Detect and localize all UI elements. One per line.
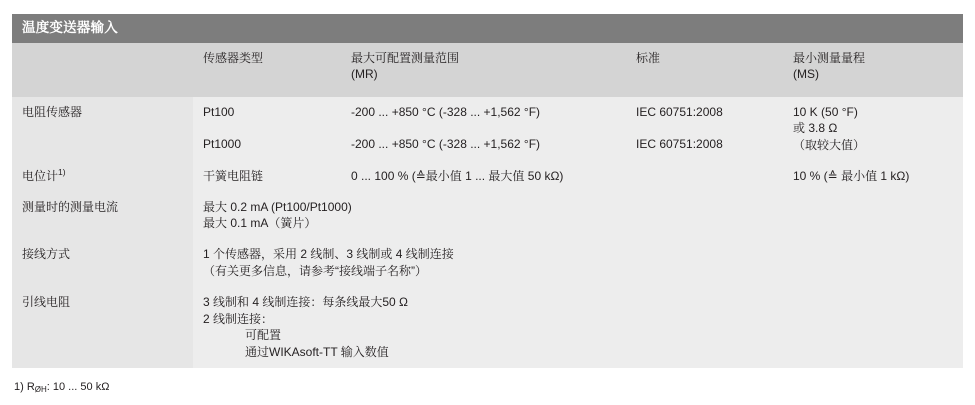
footnote bbox=[12, 381, 963, 393]
table-row bbox=[12, 192, 963, 240]
table-row bbox=[12, 161, 963, 192]
header-cell-sensor-type bbox=[193, 43, 341, 97]
table-row bbox=[12, 287, 963, 368]
min-span-line-1: 10 K (50 °F) bbox=[793, 104, 858, 119]
footnote-text: : 10 ... 50 kΩ bbox=[46, 381, 110, 394]
value-line-1: 1 个传感器，采用 2 线制、3 线制或 4 线制连接 bbox=[203, 247, 454, 262]
cell-measuring-current bbox=[193, 192, 963, 240]
table-row bbox=[12, 239, 963, 287]
cell-sensor-type: Pt100 bbox=[193, 97, 341, 129]
table-row bbox=[12, 97, 963, 129]
cell-standard: IEC 60751:2008 bbox=[626, 129, 783, 161]
min-span-line-2: 或 3.8 Ω bbox=[793, 121, 838, 136]
row-label-potentiometer bbox=[12, 161, 193, 192]
header-line-1: 最小测量量程 bbox=[793, 50, 866, 65]
header-line-2: (MS) bbox=[793, 66, 819, 81]
cell-sensor-type: 干簧电阻链 bbox=[193, 161, 341, 192]
cell-measuring-range: -200 ... +850 °C (-328 ... +1,562 °F) bbox=[341, 97, 626, 129]
header-cell-min-span bbox=[783, 43, 963, 97]
row-label-measuring-current: 测量时的测量电流 bbox=[12, 192, 193, 240]
header-line-1: 传感器类型 bbox=[203, 50, 264, 65]
cell-min-span bbox=[783, 97, 963, 161]
value-line-1: 最大 0.2 mA (Pt100/Pt1000) bbox=[203, 199, 352, 214]
footnote-subscript: ØH bbox=[34, 385, 47, 395]
value-line-1: 3 线制和 4 线制连接：每条线最大50 Ω bbox=[203, 294, 409, 309]
value-line-2: （有关更多信息，请参考“接线端子名称”） bbox=[203, 264, 427, 279]
header-line-1: 标准 bbox=[636, 50, 661, 65]
cell-standard: IEC 60751:2008 bbox=[626, 97, 783, 129]
row-label-blank bbox=[12, 129, 193, 161]
footnote-prefix: 1) R bbox=[14, 381, 35, 394]
min-span-line-3: （取较大值） bbox=[793, 138, 866, 153]
row-label-text: 电位计 bbox=[22, 168, 59, 183]
row-label-wiring: 接线方式 bbox=[12, 239, 193, 287]
value-line-2: 最大 0.1 mA（簧片） bbox=[203, 216, 317, 231]
value-line-3: 可配置 bbox=[245, 328, 282, 343]
specification-table bbox=[12, 43, 963, 369]
cell-standard bbox=[626, 161, 783, 192]
row-label-lead-resistance: 引线电阻 bbox=[12, 287, 193, 368]
value-line-2: 2 线制连接： bbox=[203, 311, 274, 326]
row-label-resistance-sensor: 电阻传感器 bbox=[12, 97, 193, 129]
value-line-4: 通过WIKAsoft-TT 输入数值 bbox=[245, 345, 389, 360]
cell-min-span: 10 % (≙ 最小值 1 kΩ) bbox=[783, 161, 963, 192]
section-title: 温度变送器输入 bbox=[12, 14, 963, 43]
header-line-1: 最大可配置测量范围 bbox=[351, 50, 460, 65]
footnote-marker: 1) bbox=[58, 166, 66, 177]
cell-wiring bbox=[193, 239, 963, 287]
cell-lead-resistance bbox=[193, 287, 963, 368]
cell-measuring-range: 0 ... 100 % (≙最小值 1 ... 最大值 50 kΩ) bbox=[341, 161, 626, 192]
header-cell-blank bbox=[12, 43, 193, 97]
cell-measuring-range: -200 ... +850 °C (-328 ... +1,562 °F) bbox=[341, 129, 626, 161]
header-cell-standard bbox=[626, 43, 783, 97]
table-header-row bbox=[12, 43, 963, 97]
cell-sensor-type: Pt1000 bbox=[193, 129, 341, 161]
header-line-2: (MR) bbox=[351, 66, 378, 81]
header-cell-measuring-range bbox=[341, 43, 626, 97]
